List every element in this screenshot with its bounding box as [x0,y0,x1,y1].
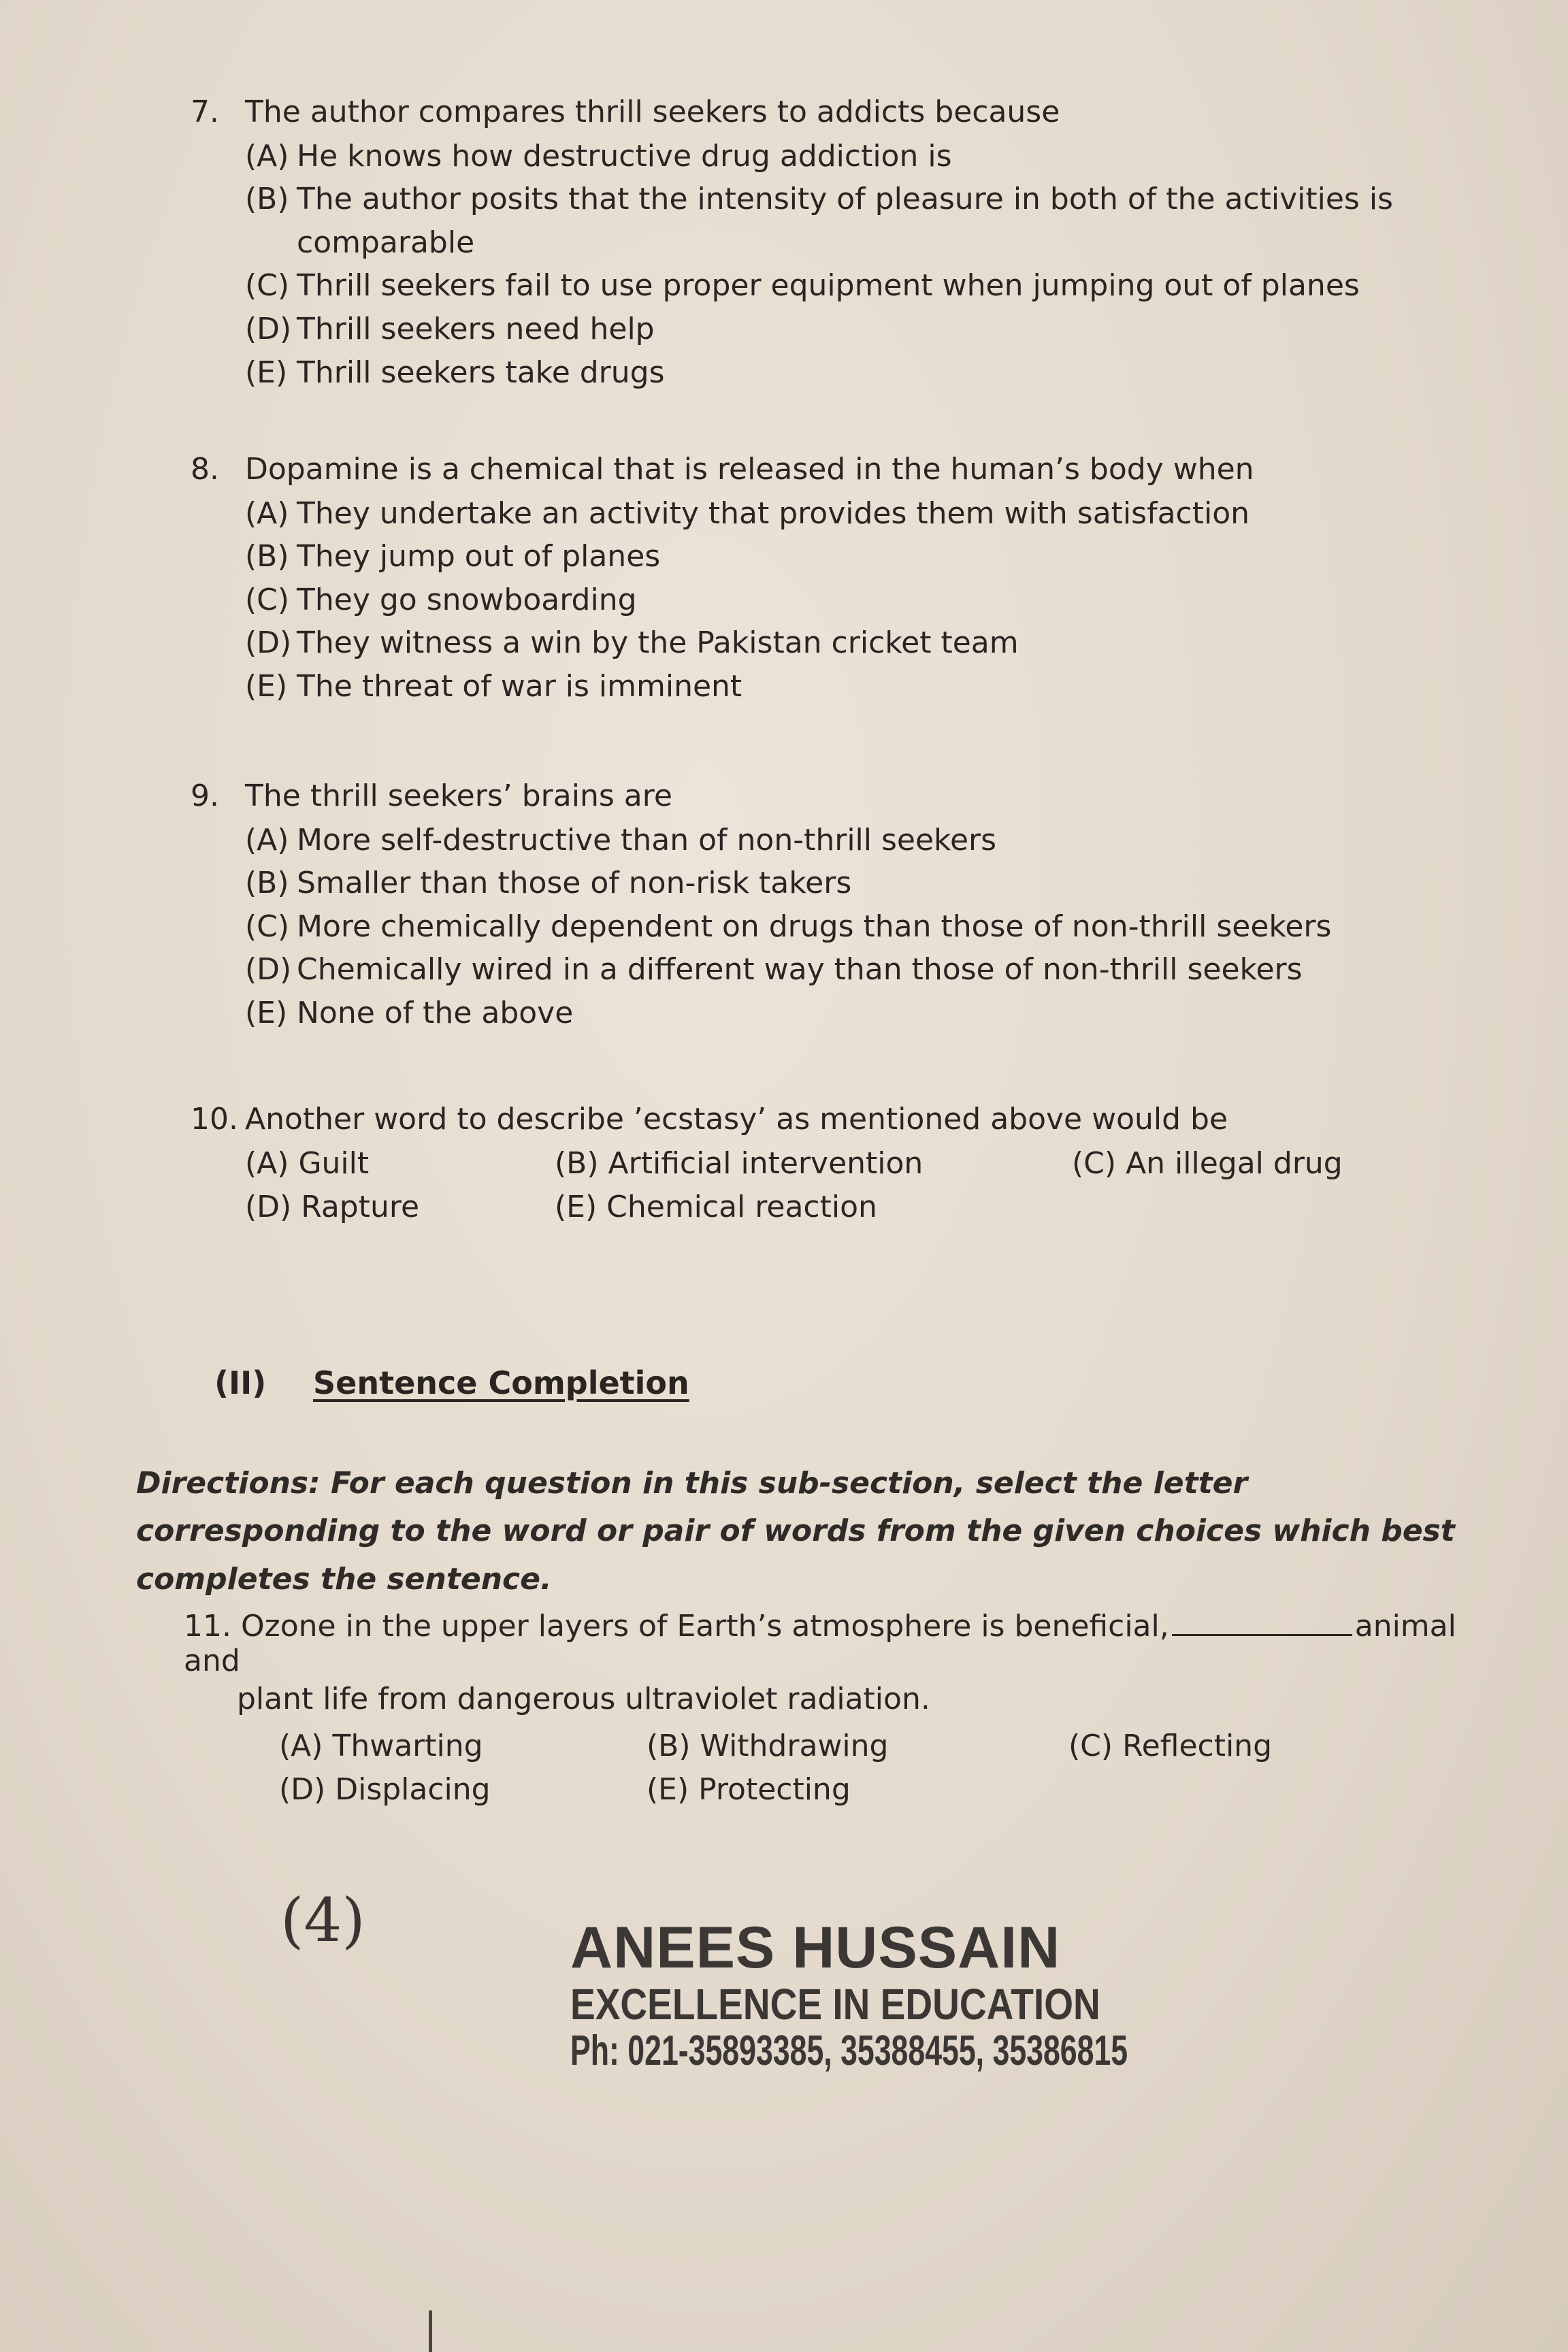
question-stem-line-2: plant life from dangerous ultraviolet radiation. [237,1682,930,1717]
option-b-continuation: comparable [297,225,475,260]
options-row-1 [191,1147,1343,1181]
directions-text: Directions: For each question in this sub-section, select the letter corresponding to the word or pair of words from the given choices which best completes the sentence. [136,1466,1455,1597]
options-row-2 [191,1190,1343,1225]
section-number: (II) [214,1365,267,1401]
option-d: (D) Displacing [279,1772,491,1808]
option-e: (E) The threat of war is imminent [245,668,742,704]
option-c: (C) They go snowboarding [245,582,637,617]
option-c: (C) Thrill seekers fail to use proper equipment when jumping out of planes [245,268,1360,304]
option-a: (A) Thwarting [279,1728,483,1763]
option-c: (C) Reflecting [1068,1728,1272,1763]
option-b: (B) The author posits that the intensity of pleasure in both of the activities is [245,182,1393,217]
option-a: (A) He knows how destructive drug addiction is [245,138,952,174]
question-9 [191,779,1331,1040]
question-stem: 8. Dopamine is a chemical that is released in the human’s body when [191,452,1254,487]
option-a: (A) They undertake an activity that provides them with satisfaction [245,495,1250,531]
options-row-2 [184,1773,1477,1808]
answer-blank [1172,1634,1352,1636]
stamp-tagline: EXCELLENCE IN EDUCATION [570,1979,1100,2029]
option-e: (E) None of the above [245,995,574,1030]
option-d: (D) Chemically wired in a different way than those of non-thrill seekers [245,952,1303,987]
section-heading [214,1365,689,1401]
question-8 [191,453,1254,713]
page-number: (4) [280,1885,365,1955]
option-d: (D) Rapture [245,1190,420,1225]
stamp-phone: Ph: 021-35893385, 35388455, 35386815 [570,2027,1128,2074]
option-e: (E) Chemical reaction [555,1190,877,1225]
option-c: (C) More chemically dependent on drugs than those of non-thrill seekers [245,909,1332,944]
option-d: (D) They witness a win by the Pakistan cricket team [245,625,1019,661]
option-c: (C) An illegal drug [1072,1145,1343,1181]
question-stem: 7. The author compares thrill seekers to addicts because [191,95,1060,129]
publisher-stamp [570,1916,1345,2074]
question-10 [191,1102,1343,1235]
section-title: Sentence Completion [313,1365,689,1401]
options-row-1 [184,1729,1477,1764]
question-stem: 10. Another word to describe ’ecstasy’ as mentioned above would be [191,1102,1228,1137]
option-e: (E) Protecting [647,1772,851,1808]
stamp-name: ANEES HUSSAIN [570,1915,1061,1980]
option-d: (D) Thrill seekers need help [245,311,655,346]
option-b: (B) Artificial intervention [555,1145,924,1181]
option-e: (E) Thrill seekers take drugs [245,355,665,390]
option-b: (B) Smaller than those of non-risk takers [245,866,852,901]
question-stem: 9. The thrill seekers’ brains are [191,779,672,813]
option-a: (A) More self-destructive than of non-thrill seekers [245,822,997,858]
pen-mark [429,2310,432,2352]
question-stem: 11. Ozone in the upper layers of Earth’s atmosphere is beneficial, animal and [184,1609,1456,1678]
option-a: (A) Guilt [245,1145,370,1181]
question-11 [184,1610,1477,1817]
option-b: (B) They jump out of planes [245,539,661,574]
question-7 [191,95,1393,399]
option-b: (B) Withdrawing [647,1728,889,1763]
